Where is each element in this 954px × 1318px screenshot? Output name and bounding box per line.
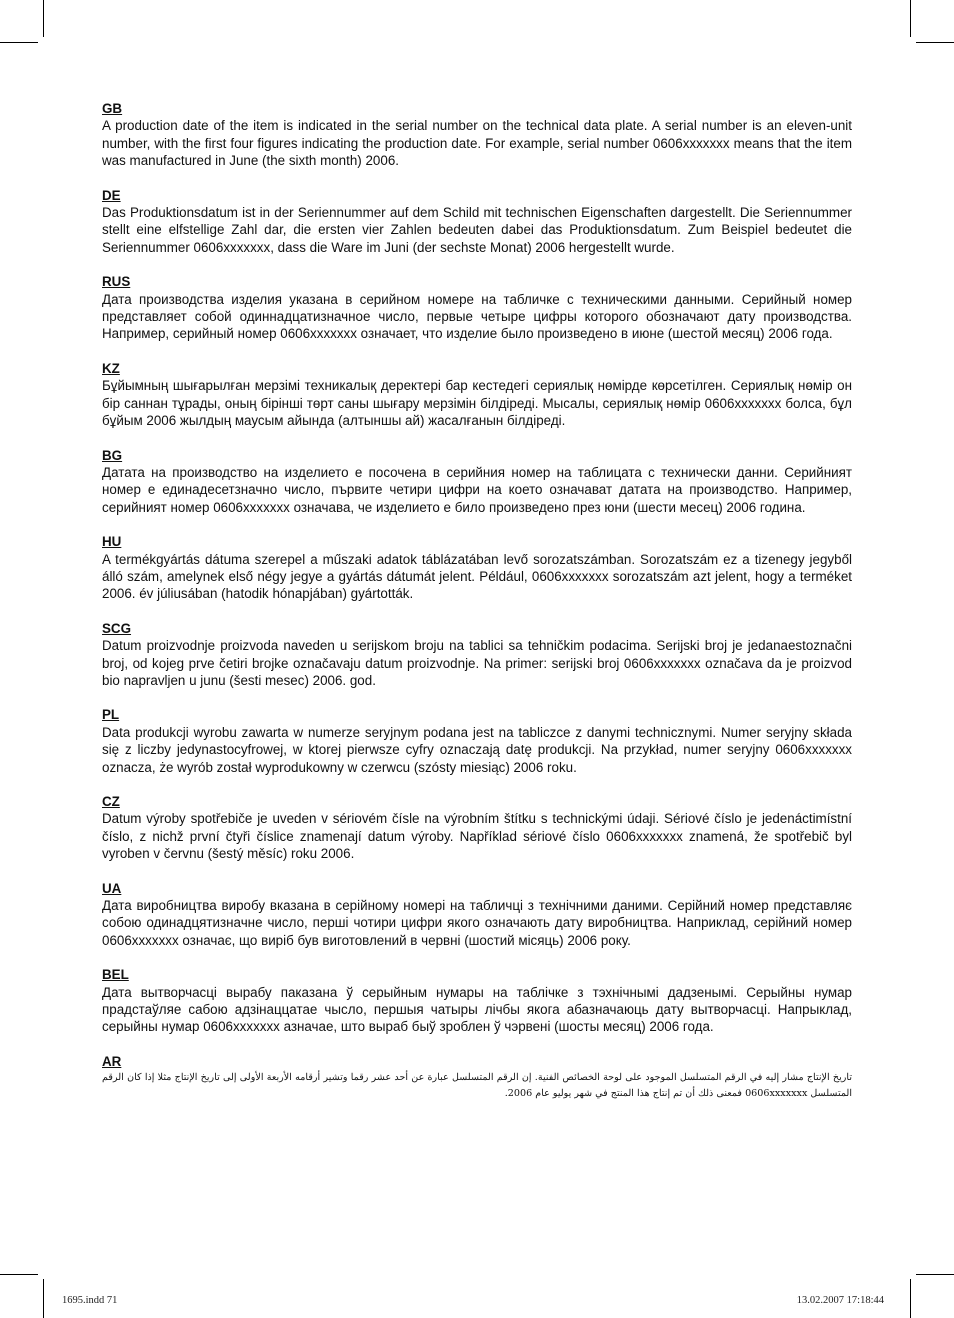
footer-file-info: 1695.indd 71 (62, 1295, 118, 1306)
section-hu (102, 533, 852, 603)
section-text: Data produkcji wyrobu zawarta w numerze seryjnym podana jest na tabliczce z danymi technicznymi. Numer seryjny składa się z liczby jedynastocyfrowej, w ktorej pierwsze cyfry oznaczają datę produkcji. Na przykład, numer seryjny 0606xxxxxxx oznacza, że wyrób został wyprodukowny w czerwcu (szósty miesiąc) 2006 roku. (102, 724, 852, 775)
section-text: Datum výroby spotřebiče je uveden v sériovém čísle na výrobním štítku s technickými údaji. Sériové číslo je jedenáctimístní číslo, z nichž první čtyři číslice znamenají datum výroby. Například sériové číslo 0606xxxxxxx znamená, že spotřebič byl vyroben v červnu (šestý měsíc) roku 2006. (102, 811, 852, 862)
section-heading: KZ (102, 360, 120, 376)
section-heading: BG (102, 447, 123, 463)
section-heading: BEL (102, 967, 129, 983)
section-heading: SCG (102, 620, 132, 636)
section-heading: CZ (102, 794, 120, 809)
section-text: Дата вытворчасці вырабу паказана ў серыйным нумары на таблічке з тэхнічнымі дадзенымі. Серыйны нумар прадстаўляе сабою адзінаццатае чысло, першыя чатыры лічбы якога абазначаюць дату вытворчасці. Напрыклад, серыйны нумар 0606xxxxxxx азначае, што выраб быў зроблен ў чэрвені (шосты месяц) 2006 года. (102, 984, 852, 1035)
crop-mark (43, 0, 44, 37)
section-text-arabic: تاريخ الإنتاج مشار إليه في الرقم المتسلسل الموجود على لوحة الخصائص الفنية. إن الرقم المتسلسل عبارة عن أحد عشر رقما وتشير أرقامه الأربعة الأولى إلى تاريخ الإنتاج مثلا إذا كان الرقم المتسلسل 0606xxxxxxx فمعنى ذلك أن تم إنتاج هذا المنتج في شهر يوليو عام 2006. (102, 1072, 852, 1100)
crop-mark (910, 0, 911, 37)
crop-mark (0, 1274, 38, 1275)
section-text: A production date of the item is indicated in the serial number on the technical data plate. A serial number is an eleven-unit number, with the first four figures indicating the production date. For example, serial number 0606xxxxxxx means that the item was manufactured in June (the sixth month) 2006. (102, 118, 852, 169)
section-rus (102, 273, 852, 343)
crop-mark (910, 1279, 911, 1318)
section-text: A termékgyártás dátuma szerepel a műszaki adatok táblázatában levő sorozatszámban. Sorozatszám ez a tizenegy jegyből álló szám, amelynek első négy jegye a gyártás dátumát jelent. Például, 0606xxxxxxx sorozatszám azt jelent, hogy a terméket 2006. év júliusában (hatodik hónapjában) gyártották. (102, 551, 852, 602)
text-content (102, 100, 852, 1119)
section-text: Дата виробництва виробу вказана в серійному номері на табличці з технічними даними. Серійний номер представляє собою одинадцятизначне число, перші чотири цифри якого означають дату виробництва. Наприклад, серійний номер 0606xxxxxxx означає, що виріб був виготовлений в червні (шостий місяць) 2006 року. (102, 898, 852, 948)
section-heading: RUS (102, 274, 131, 290)
section-bel (102, 966, 852, 1036)
section-heading: AR (102, 1053, 122, 1069)
section-text: Датата на производство на изделието е посочена в серийния номер на таблицата с технически данни. Серийният номер е единадесетзначно число, първите четири цифри на което означават датата на производство. Например, серийният номер 0606xxxxxxx означава, че изделието е било произведено през юни (шести месец) 2006 година. (102, 464, 852, 515)
section-heading: PL (102, 707, 120, 723)
section-heading: UA (102, 880, 122, 896)
crop-mark (0, 42, 38, 43)
section-scg (102, 620, 852, 690)
section-text: Datum proizvodnje proizvoda naveden u serijskom broju na tablici sa tehničkim podacima. Serijski broj je jedanaestoznačni broj, od kojeg prve četiri brojke označavaju datum proizvodnje. Na primer: serijski broj 0606xxxxxxx označava da je proizvod bio napravljen u junu (šesti mesec) 2006. god. (102, 638, 852, 688)
crop-mark (43, 1279, 44, 1318)
section-text: Das Produktionsdatum ist in der Seriennummer auf dem Schild mit technischen Eigenschaften dargestellt. Die Seriennummer stellt eine elfstellige Zahl dar, die ersten vier Zahlen bedeuten dabei das Produktionsdatum. Zum Beispiel bedeutet die Seriennummer 0606xxxxxxx, dass die Ware im Juni (der sechste Monat) 2006 hergestellt wurde. (102, 205, 852, 255)
section-pl (102, 706, 852, 776)
section-heading: GB (102, 101, 123, 116)
section-ar (102, 1053, 852, 1102)
section-ua (102, 880, 852, 950)
section-gb (102, 100, 852, 170)
section-heading: HU (102, 534, 122, 550)
section-cz (102, 793, 852, 863)
section-kz (102, 360, 852, 430)
section-bg (102, 447, 852, 517)
crop-mark (916, 1274, 954, 1275)
section-heading: DE (102, 187, 121, 203)
section-text: Дата производства изделия указана в серийном номере на табличке с техническими данными. Серийный номер представляет собой одиннадцатизначное число, первые четыре цифры которого обозначают дату производства. Например, серийный номер 0606xxxxxxx означает, что изделие было произведено в июне (шестой месяц) 2006 года. (102, 291, 852, 342)
section-text: Бұйымның шығарылған мерзімі техникалық деректері бар кестедегі сериялық нөмірде көрсетілген. Сериялық нөмір он бір саннан тұрады, оның бірінші төрт саны шығару мерзімін білдіреді. Мысалы, сериялық нөмір 0606xxxxxxx болса, бұл бұйым 2006 жылдың маусым айында (алтыншы ай) жасалғанын білдіреді. (102, 378, 852, 429)
footer-timestamp: 13.02.2007 17:18:44 (796, 1295, 884, 1306)
section-de (102, 187, 852, 257)
crop-mark (916, 42, 954, 43)
